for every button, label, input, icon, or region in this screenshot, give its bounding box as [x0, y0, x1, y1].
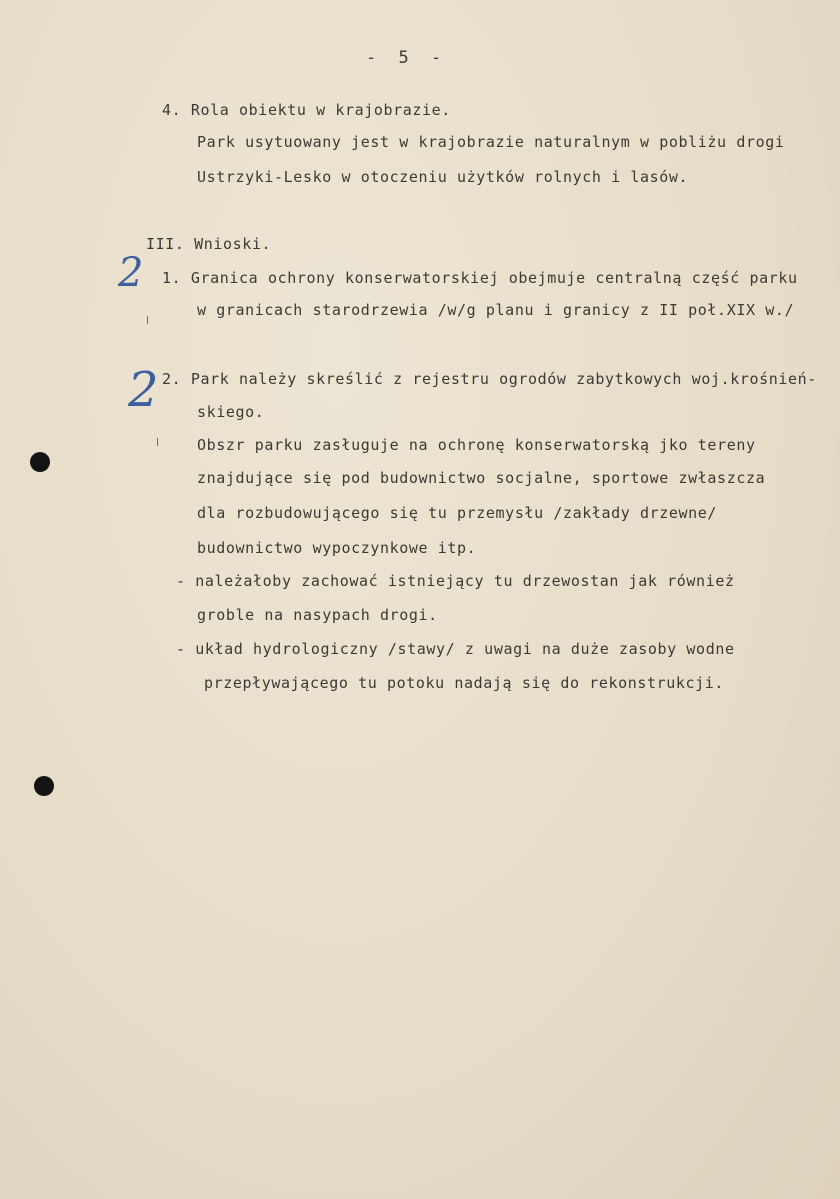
conclusion-2-bullet: - układ hydrologiczny /stawy/ z uwagi na duże zasoby wodne	[176, 640, 735, 658]
text-line: Ustrzyki-Lesko w otoczeniu użytków rolnych i lasów.	[197, 168, 689, 186]
page-number: - 5 -	[366, 48, 448, 68]
conclusion-2-line: znajdujące się pod budownictwo socjalne, sportowe zwłaszcza	[197, 469, 766, 487]
conclusion-2-line: dla rozbudowującego się tu przemysłu /zakłady drzewne/	[197, 504, 718, 522]
conclusion-2-line: Obszr parku zasługuje na ochronę konserwatorską jko tereny	[197, 436, 756, 454]
section-3-heading: III. Wnioski.	[146, 235, 272, 253]
conclusion-2-line: skiego.	[197, 403, 265, 421]
punch-hole	[30, 452, 50, 472]
conclusion-2-line: groble na nasypach drogi.	[197, 606, 438, 624]
handwritten-mark: 2	[128, 362, 160, 418]
handwritten-mark: 2	[118, 250, 145, 296]
conclusion-2-line: przepływającego tu potoku nadają się do rekonstrukcji.	[204, 674, 725, 692]
pen-tick	[147, 316, 148, 324]
punch-hole	[34, 776, 54, 796]
conclusion-2-line: 2. Park należy skreślić z rejestru ogrodów zabytkowych woj.krośnień-	[162, 370, 817, 388]
conclusion-1-line: 1. Granica ochrony konserwatorskiej obejmuje centralną część parku	[162, 269, 798, 287]
pen-tick	[157, 438, 158, 446]
conclusion-2-line: budownictwo wypoczynkowe itp.	[197, 539, 477, 557]
section-4-heading: 4. Rola obiektu w krajobrazie.	[162, 101, 451, 119]
conclusion-2-bullet: - należałoby zachować istniejący tu drzewostan jak również	[176, 572, 735, 590]
text-line: Park usytuowany jest w krajobrazie naturalnym w pobliżu drogi	[197, 133, 785, 151]
conclusion-1-line: w granicach starodrzewia /w/g planu i granicy z II poł.XIX w./	[197, 301, 795, 319]
